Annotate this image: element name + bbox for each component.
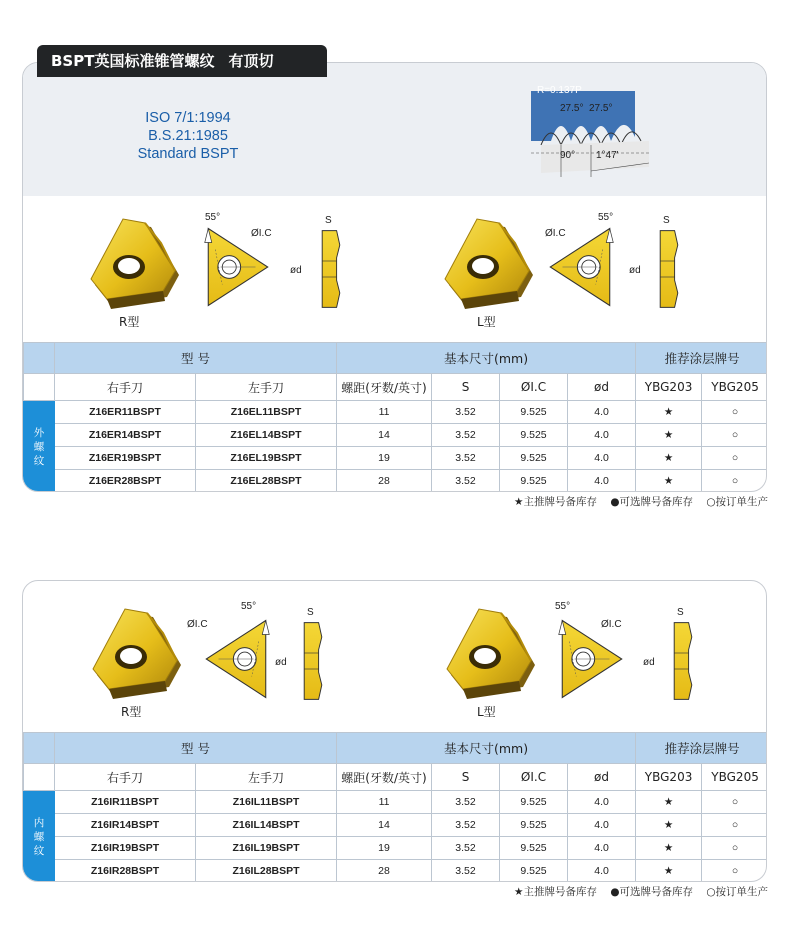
legend-dot: ●可选牌号备库存	[610, 496, 693, 508]
r-s-label: S	[325, 215, 332, 226]
cell-g1: ★	[636, 424, 702, 447]
cell-d: 4.0	[568, 837, 636, 860]
il-d-label: ød	[643, 657, 655, 668]
title-main: BSPT英国标准锥管螺纹	[51, 52, 215, 70]
ir-type-label: R型	[121, 705, 142, 719]
cell-left: Z16IL14BSPT	[196, 814, 337, 837]
l-angle-label: 55°	[598, 212, 614, 223]
cell-ic: 9.525	[500, 814, 568, 837]
header-grades: 推荐涂层牌号	[636, 343, 767, 374]
insert-il-photo	[437, 603, 547, 703]
header-pitch: 螺距(牙数/英寸)	[337, 764, 432, 791]
table-corner	[24, 733, 55, 764]
cell-s: 3.52	[432, 424, 500, 447]
side-label-external: 外 螺 纹	[24, 401, 55, 493]
cell-left: Z16IL11BSPT	[196, 791, 337, 814]
cell-g1: ★	[636, 837, 702, 860]
taper-label: 1°47'	[596, 150, 619, 161]
cell-g2: ○	[702, 860, 767, 883]
cell-g1: ★	[636, 401, 702, 424]
table-row	[24, 837, 768, 860]
internal-thread-card	[22, 580, 767, 882]
cell-ic: 9.525	[500, 837, 568, 860]
insert-l-side	[657, 229, 681, 309]
cell-g1: ★	[636, 470, 702, 493]
table-corner-2	[24, 374, 55, 401]
cell-d: 4.0	[568, 860, 636, 883]
l-s-label: S	[663, 215, 670, 226]
cell-right: Z16ER19BSPT	[55, 447, 196, 470]
cell-ic: 9.525	[500, 447, 568, 470]
header-left: 左手刀	[196, 374, 337, 401]
legend-circle: ○按订单生产	[706, 496, 768, 508]
cell-g2: ○	[702, 401, 767, 424]
header-model: 型 号	[55, 733, 337, 764]
cell-pitch: 28	[337, 470, 432, 493]
angle-right-label: 27.5°	[589, 103, 613, 114]
cell-g1: ★	[636, 860, 702, 883]
cell-d: 4.0	[568, 814, 636, 837]
header-g1: YBG203	[636, 374, 702, 401]
ir-ic-label: ØI.C	[187, 619, 208, 630]
header-pitch: 螺距(牙数/英寸)	[337, 374, 432, 401]
cell-right: Z16ER11BSPT	[55, 401, 196, 424]
il-angle-label: 55°	[555, 601, 571, 612]
cell-g2: ○	[702, 814, 767, 837]
legend-circle: ○按订单生产	[706, 886, 768, 898]
header-g2: YBG205	[702, 764, 767, 791]
cell-left: Z16IL28BSPT	[196, 860, 337, 883]
table-row	[24, 447, 768, 470]
cell-g2: ○	[702, 424, 767, 447]
l-ic-label: ØI.C	[545, 228, 566, 239]
cell-g2: ○	[702, 837, 767, 860]
title-sub: 有顶切	[228, 52, 274, 70]
cell-pitch: 14	[337, 814, 432, 837]
cell-left: Z16EL11BSPT	[196, 401, 337, 424]
header-g2: YBG205	[702, 374, 767, 401]
section-title	[37, 45, 327, 77]
header-s: S	[432, 374, 500, 401]
header-ic: ØI.C	[500, 374, 568, 401]
cell-pitch: 19	[337, 837, 432, 860]
cell-left: Z16IL19BSPT	[196, 837, 337, 860]
r-d-label: ød	[290, 265, 302, 276]
ir-angle-label: 55°	[241, 601, 257, 612]
l-d-label: ød	[629, 265, 641, 276]
cell-d: 4.0	[568, 401, 636, 424]
il-ic-label: ØI.C	[601, 619, 622, 630]
il-s-label: S	[677, 607, 684, 618]
l-type-label: L型	[477, 315, 496, 329]
cell-ic: 9.525	[500, 791, 568, 814]
insert-ir-photo	[83, 603, 193, 703]
cell-g1: ★	[636, 791, 702, 814]
header-right: 右手刀	[55, 764, 196, 791]
cell-pitch: 11	[337, 791, 432, 814]
cell-d: 4.0	[568, 470, 636, 493]
table-corner-2	[24, 764, 55, 791]
insert-r-side	[319, 229, 343, 309]
cell-ic: 9.525	[500, 470, 568, 493]
cell-s: 3.52	[432, 447, 500, 470]
standard-iso: ISO 7/1:1994	[145, 110, 231, 126]
r-angle-label: 55°	[205, 212, 221, 223]
cell-g2: ○	[702, 791, 767, 814]
radius-label: R=0.137P	[537, 85, 582, 96]
cell-ic: 9.525	[500, 860, 568, 883]
r-type-label: R型	[119, 315, 140, 329]
cell-s: 3.52	[432, 837, 500, 860]
insert-r-photo	[81, 213, 191, 313]
cell-pitch: 14	[337, 424, 432, 447]
header-s: S	[432, 764, 500, 791]
cell-right: Z16IR14BSPT	[55, 814, 196, 837]
cell-g1: ★	[636, 447, 702, 470]
legend-external	[504, 494, 768, 509]
cell-d: 4.0	[568, 424, 636, 447]
header-grades: 推荐涂层牌号	[636, 733, 767, 764]
legend-dot: ●可选牌号备库存	[610, 886, 693, 898]
external-spec-table	[23, 342, 767, 492]
legend-star: ★主推牌号备库存	[514, 496, 597, 508]
angle-axis-label: 90°	[560, 150, 576, 161]
cell-pitch: 28	[337, 860, 432, 883]
external-thread-card	[22, 62, 767, 492]
cell-g2: ○	[702, 447, 767, 470]
angle-left-label: 27.5°	[560, 103, 584, 114]
insert-il-side	[671, 621, 695, 701]
r-ic-label: ØI.C	[251, 228, 272, 239]
header-left: 左手刀	[196, 764, 337, 791]
cell-left: Z16EL19BSPT	[196, 447, 337, 470]
cell-s: 3.52	[432, 791, 500, 814]
header-right: 右手刀	[55, 374, 196, 401]
cell-d: 4.0	[568, 791, 636, 814]
header-d: ød	[568, 764, 636, 791]
cell-right: Z16ER28BSPT	[55, 470, 196, 493]
insert-ir-front	[201, 615, 271, 703]
cell-pitch: 19	[337, 447, 432, 470]
header-d: ød	[568, 374, 636, 401]
cell-s: 3.52	[432, 814, 500, 837]
legend-star: ★主推牌号备库存	[514, 886, 597, 898]
table-row	[24, 814, 768, 837]
cell-right: Z16IR11BSPT	[55, 791, 196, 814]
cell-g1: ★	[636, 814, 702, 837]
cell-left: Z16EL28BSPT	[196, 470, 337, 493]
header-model: 型 号	[55, 343, 337, 374]
cell-d: 4.0	[568, 447, 636, 470]
standard-bspt: Standard BSPT	[137, 146, 239, 162]
internal-spec-table	[23, 732, 767, 882]
ir-d-label: ød	[275, 657, 287, 668]
header-dims: 基本尺寸(mm)	[337, 343, 636, 374]
cell-pitch: 11	[337, 401, 432, 424]
cell-s: 3.52	[432, 470, 500, 493]
ir-s-label: S	[307, 607, 314, 618]
cell-right: Z16ER14BSPT	[55, 424, 196, 447]
cell-s: 3.52	[432, 860, 500, 883]
side-label-internal: 内 螺 纹	[24, 791, 55, 883]
cell-ic: 9.525	[500, 401, 568, 424]
insert-l-photo	[435, 213, 545, 313]
cell-right: Z16IR28BSPT	[55, 860, 196, 883]
cell-g2: ○	[702, 470, 767, 493]
table-row	[24, 791, 768, 814]
table-row	[24, 470, 768, 493]
header-g1: YBG203	[636, 764, 702, 791]
cell-ic: 9.525	[500, 424, 568, 447]
insert-ir-side	[301, 621, 325, 701]
cell-left: Z16EL14BSPT	[196, 424, 337, 447]
header-dims: 基本尺寸(mm)	[337, 733, 636, 764]
cell-s: 3.52	[432, 401, 500, 424]
legend-internal	[504, 884, 768, 899]
standard-bs: B.S.21:1985	[148, 128, 228, 144]
table-row	[24, 424, 768, 447]
cell-right: Z16IR19BSPT	[55, 837, 196, 860]
il-type-label: L型	[477, 705, 496, 719]
table-row	[24, 401, 768, 424]
table-row	[24, 860, 768, 883]
header-ic: ØI.C	[500, 764, 568, 791]
table-corner	[24, 343, 55, 374]
